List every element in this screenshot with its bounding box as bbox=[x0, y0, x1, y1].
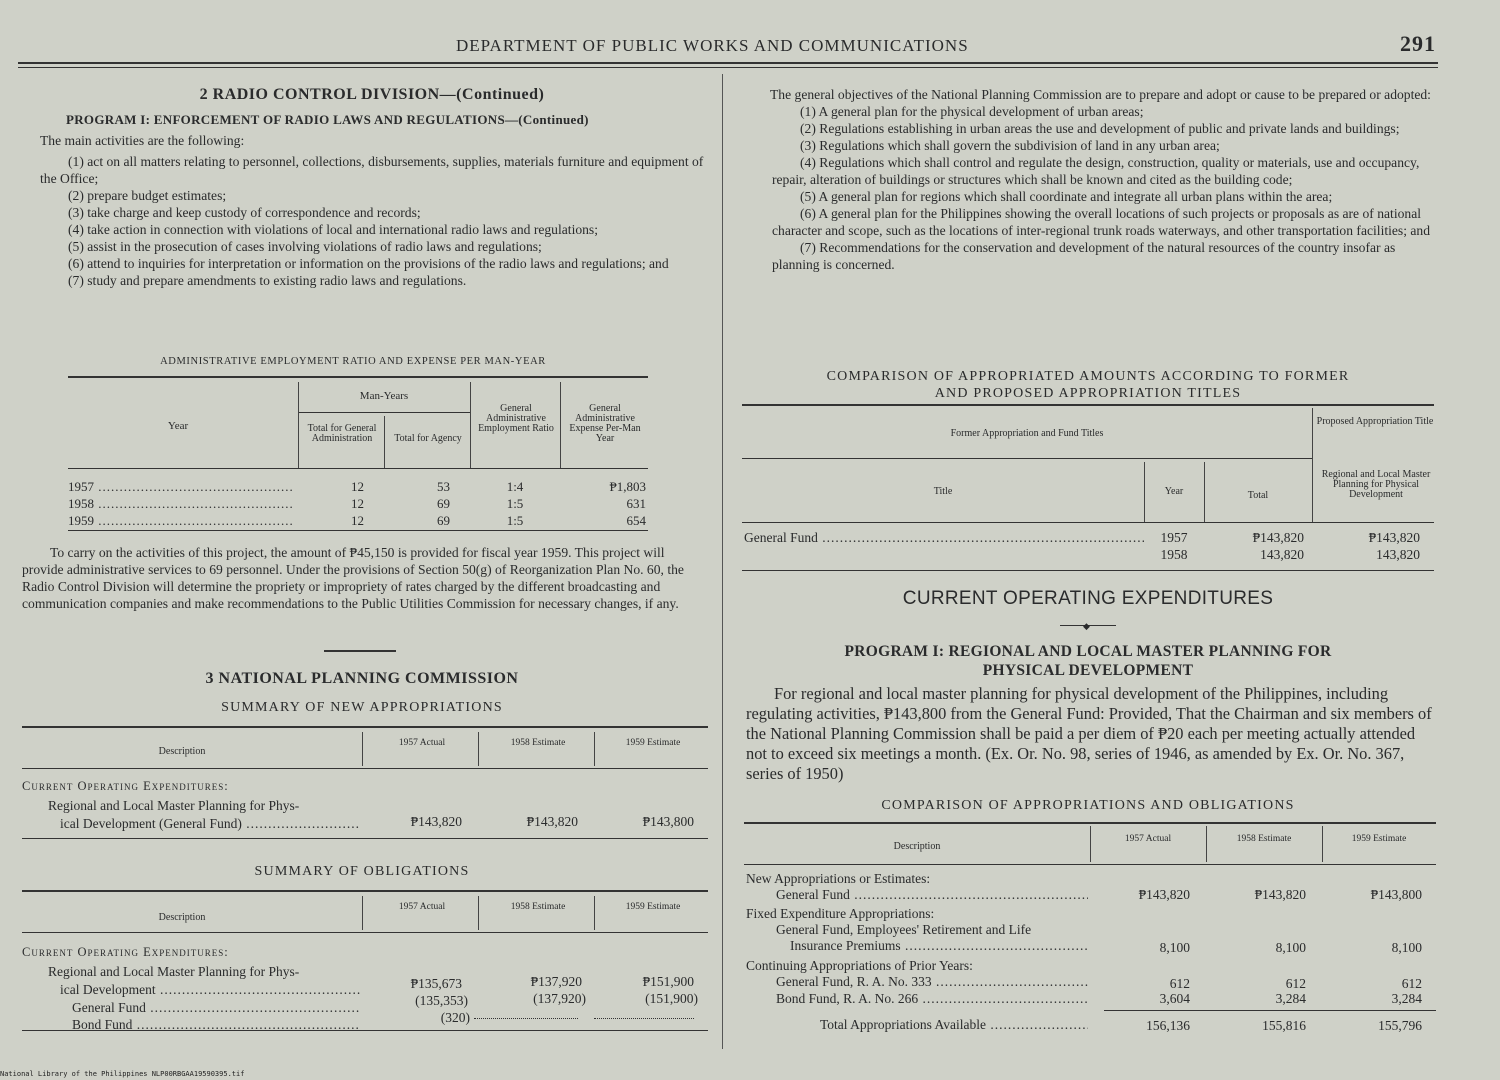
value: ₱135,673 bbox=[410, 976, 462, 991]
comparison-titles-table: Former Appropriation and Fund Titles Proposed Appropriation Title Title Year Total Regional and Local Master Planning for Physical Development General Fund ..... 1957 ₱143,820 ₱143,820 1958 143,820 143,820 bbox=[742, 404, 1434, 572]
value: (151,900) bbox=[645, 991, 698, 1006]
col-proposed: Proposed Appropriation Title bbox=[1316, 416, 1434, 427]
column-divider bbox=[722, 74, 723, 1049]
objectives-intro: The general objectives of the National Planning Commission are to prepare and adopt or cause to be prepared or adopted: bbox=[770, 87, 1431, 102]
table-row: 1959 ..... 12 69 1:5 654 bbox=[68, 512, 648, 529]
objective-7: (7) Recommendations for the conservation and development of the natural resources of the country insofar as planning is concerned. bbox=[772, 240, 1396, 272]
item-line-2: ical Development (General Fund) ..... bbox=[60, 816, 360, 832]
group-fixed-approp: Fixed Expenditure Appropriations: bbox=[746, 906, 935, 921]
value: (320) bbox=[440, 1010, 470, 1025]
project-paragraph-block bbox=[22, 544, 706, 612]
comparison-obl-table: Description 1957 Actual 1958 Estimate 1959 Estimate New Appropriations or Estimates: General Fund ..... ₱143,820 ₱143,820 ₱143,800 Fixed Expenditure Appropriations: General Fund, Employees' Retirement and Life Insurance Premiums ..... 8,100 8,100 8,100 Continuing Appropriations of Prior Years: General Fund, R. A. No. 333 ..... 612 612 612 Bond Fund, R. A. No. 266 ..... 3,604 3,284 3,284 Total Appropriations Available ..... 156,136 155,816 155,796 bbox=[744, 822, 1436, 1042]
comparison-titles-title: COMPARISON OF APPROPRIATED AMOUNTS ACCORDING TO FORMER AND PROPOSED APPROPRIATION TITLES bbox=[826, 369, 1350, 401]
objective-5: (5) A general plan for regions which shall coordinate and integrate all urban plans within the area; bbox=[800, 189, 1333, 204]
fund-label: General Fund ..... bbox=[744, 530, 1144, 546]
group-label: Current Operating Expenditures: bbox=[22, 779, 229, 793]
table-row: 1958 ..... 12 69 1:5 631 bbox=[68, 495, 648, 512]
left-column bbox=[40, 86, 704, 289]
section-separator bbox=[324, 650, 396, 652]
col-total-admin: Total for General Administration bbox=[307, 423, 377, 444]
col-1959: 1959 Estimate bbox=[625, 902, 681, 912]
value-1958: ₱143,820 bbox=[526, 814, 578, 829]
scan-footer: National Library of the Philippines NLP00RBGAA19590395.tif bbox=[0, 1070, 245, 1078]
sub-general-fund: General Fund ..... bbox=[72, 1000, 360, 1016]
program-heading: PROGRAM I: REGIONAL AND LOCAL MASTER PLANNING FOR PHYSICAL DEVELOPMENT bbox=[844, 643, 1332, 679]
ratio-table-title: ADMINISTRATIVE EMPLOYMENT RATIO AND EXPENSE PER MAN-YEAR bbox=[160, 356, 546, 367]
right-column bbox=[742, 86, 1434, 273]
col-former: Former Appropriation and Fund Titles bbox=[950, 428, 1104, 439]
total-label: Total Appropriations Available ..... bbox=[820, 1016, 1088, 1033]
page-number: 291 bbox=[1400, 31, 1436, 56]
item-retirement: General Fund, Employees' Retirement and Life bbox=[776, 922, 1032, 937]
item-ra-266: Bond Fund, R. A. No. 266 ..... bbox=[776, 990, 1088, 1007]
col-total-agency: Total for Agency bbox=[394, 433, 462, 444]
group-new-approp: New Appropriations or Estimates: bbox=[746, 871, 931, 886]
item-insurance: Insurance Premiums ..... bbox=[790, 937, 1088, 954]
col-1957: 1957 Actual bbox=[398, 738, 446, 748]
col-ratio: General Administrative Employment Ratio bbox=[478, 403, 554, 434]
objective-1: (1) A general plan for the physical development of urban areas; bbox=[800, 104, 1144, 119]
col-man-years: Man-Years bbox=[359, 390, 409, 402]
summary-new-table bbox=[22, 726, 708, 842]
col-1957: 1957 Actual bbox=[398, 902, 446, 912]
activity-7: (7) study and prepare amendments to existing radio laws and regulations. bbox=[68, 273, 467, 288]
col-total: Total bbox=[1247, 490, 1269, 501]
activity-2: (2) prepare budget estimates; bbox=[68, 188, 227, 203]
objective-2: (2) Regulations establishing in urban areas the use and development of public and private lands and buildings; bbox=[800, 121, 1400, 136]
activities-intro: The main activities are the following: bbox=[40, 133, 245, 148]
npc-title: 3 NATIONAL PLANNING COMMISSION bbox=[205, 670, 519, 687]
col-expense: General Administrative Expense Per-Man Year bbox=[569, 403, 641, 444]
activity-4: (4) take action in connection with violations of local and international radio laws and regulations; bbox=[68, 222, 599, 237]
summary-obl-table bbox=[22, 890, 708, 1036]
project-paragraph: To carry on the activities of this project, the amount of ₱45,150 is provided for fiscal year 1959. This project will provide administrative services to 69 personnel. Under the provisions of Section 50(g) of Reorganization Plan No. 60, the Radio Control Division will determine the propriety or impropriety of rates charged by the different broadcasting and communication companies and make recommendations to the Public Utilities Commission for necessary changes, if any. bbox=[22, 545, 684, 611]
group-label: Current Operating Expenditures: bbox=[22, 945, 229, 959]
table-row: 1957 ..... 12 53 1:4 ₱1,803 bbox=[68, 478, 648, 495]
program-paragraph-block bbox=[746, 684, 1436, 784]
header-rule bbox=[18, 62, 1438, 64]
item-general-fund: General Fund ..... bbox=[776, 886, 1088, 903]
item-line-2: ical Development ..... bbox=[60, 982, 360, 998]
value: (135,353) bbox=[415, 993, 468, 1008]
objective-3: (3) Regulations which shall govern the subdivision of land in any urban area; bbox=[800, 138, 1220, 153]
summary-obl-title: SUMMARY OF OBLIGATIONS bbox=[254, 864, 470, 879]
objective-4: (4) Regulations which shall control and regulate the design, construction, quality or materials, use and occupancy, repair, alteration of buildings or structures which shall be known and cited as the building code; bbox=[772, 155, 1420, 187]
activity-1: (1) act on all matters relating to personnel, collections, disbursements, supplies, materials furniture and equipment of the Office; bbox=[40, 154, 704, 186]
group-continuing: Continuing Appropriations of Prior Years: bbox=[746, 958, 973, 973]
activity-3: (3) take charge and keep custody of correspondence and records; bbox=[68, 205, 421, 220]
program-title: PROGRAM I: ENFORCEMENT OF RADIO LAWS AND REGULATIONS—(Continued) bbox=[66, 112, 589, 127]
item-line-1: Regional and Local Master Planning for Phys- bbox=[48, 798, 300, 813]
col-1959: 1959 Estimate bbox=[1351, 834, 1407, 844]
activity-6: (6) attend to inquiries for interpretation or information on the provisions of the radio laws and regulations; and bbox=[68, 256, 669, 271]
section-title: 2 RADIO CONTROL DIVISION—(Continued) bbox=[199, 86, 545, 103]
col-description: Description bbox=[893, 841, 941, 852]
col-regional: Regional and Local Master Planning for Physical Development bbox=[1321, 469, 1431, 500]
col-description: Description bbox=[158, 912, 206, 923]
col-year: Year bbox=[1164, 486, 1184, 497]
activity-5: (5) assist in the prosecution of cases involving violations of radio laws and regulations; bbox=[68, 239, 542, 254]
value: (137,920) bbox=[533, 991, 586, 1006]
col-1958: 1958 Estimate bbox=[1236, 834, 1292, 844]
value: ₱151,900 bbox=[642, 974, 694, 989]
col-1958: 1958 Estimate bbox=[510, 902, 566, 912]
value-1959: ₱143,800 bbox=[642, 814, 694, 829]
running-title: DEPARTMENT OF PUBLIC WORKS AND COMMUNICATIONS bbox=[456, 36, 969, 55]
diamond-icon: ◆ bbox=[1083, 621, 1090, 631]
col-year: Year bbox=[167, 420, 189, 432]
header-rule-thin bbox=[18, 67, 1438, 68]
program-paragraph: For regional and local master planning for physical development of the Philippines, including regulating activities, ₱143,800 from the General Fund: Provided, That the Chairman and six members of the National Planning Commission shall be paid a per diem of ₱20 each per meeting actually attended not to exceed six meetings a month. (Ex. Or. No. 98, series of 1946, as amended by Ex. Or. No. 367, series of 1950) bbox=[746, 684, 1432, 783]
value-1957: ₱143,820 bbox=[410, 814, 462, 829]
objective-6: (6) A general plan for the Philippines showing the overall locations of such projects or proposals as are of national character and scope, such as the locations of inter-regional trunk roads waterways, and other transportation facilities; and bbox=[772, 206, 1431, 238]
comparison-obl-title: COMPARISON OF APPROPRIATIONS AND OBLIGATIONS bbox=[881, 798, 1295, 813]
coe-title: CURRENT OPERATING EXPENDITURES bbox=[902, 588, 1274, 609]
col-title: Title bbox=[933, 486, 953, 497]
npc-heading bbox=[22, 670, 702, 688]
item-line-1: Regional and Local Master Planning for Phys- bbox=[48, 964, 300, 979]
summary-new-title: SUMMARY OF NEW APPROPRIATIONS bbox=[221, 700, 503, 715]
col-1957: 1957 Actual bbox=[1124, 834, 1172, 844]
col-1958: 1958 Estimate bbox=[510, 738, 566, 748]
col-description: Description bbox=[158, 746, 206, 757]
sub-bond-fund: Bond Fund ..... bbox=[72, 1017, 360, 1033]
value: ₱137,920 bbox=[530, 974, 582, 989]
item-ra-333: General Fund, R. A. No. 333 ..... bbox=[776, 973, 1088, 990]
ratio-table bbox=[68, 376, 648, 531]
ratio-rows bbox=[68, 478, 648, 529]
col-1959: 1959 Estimate bbox=[625, 738, 681, 748]
